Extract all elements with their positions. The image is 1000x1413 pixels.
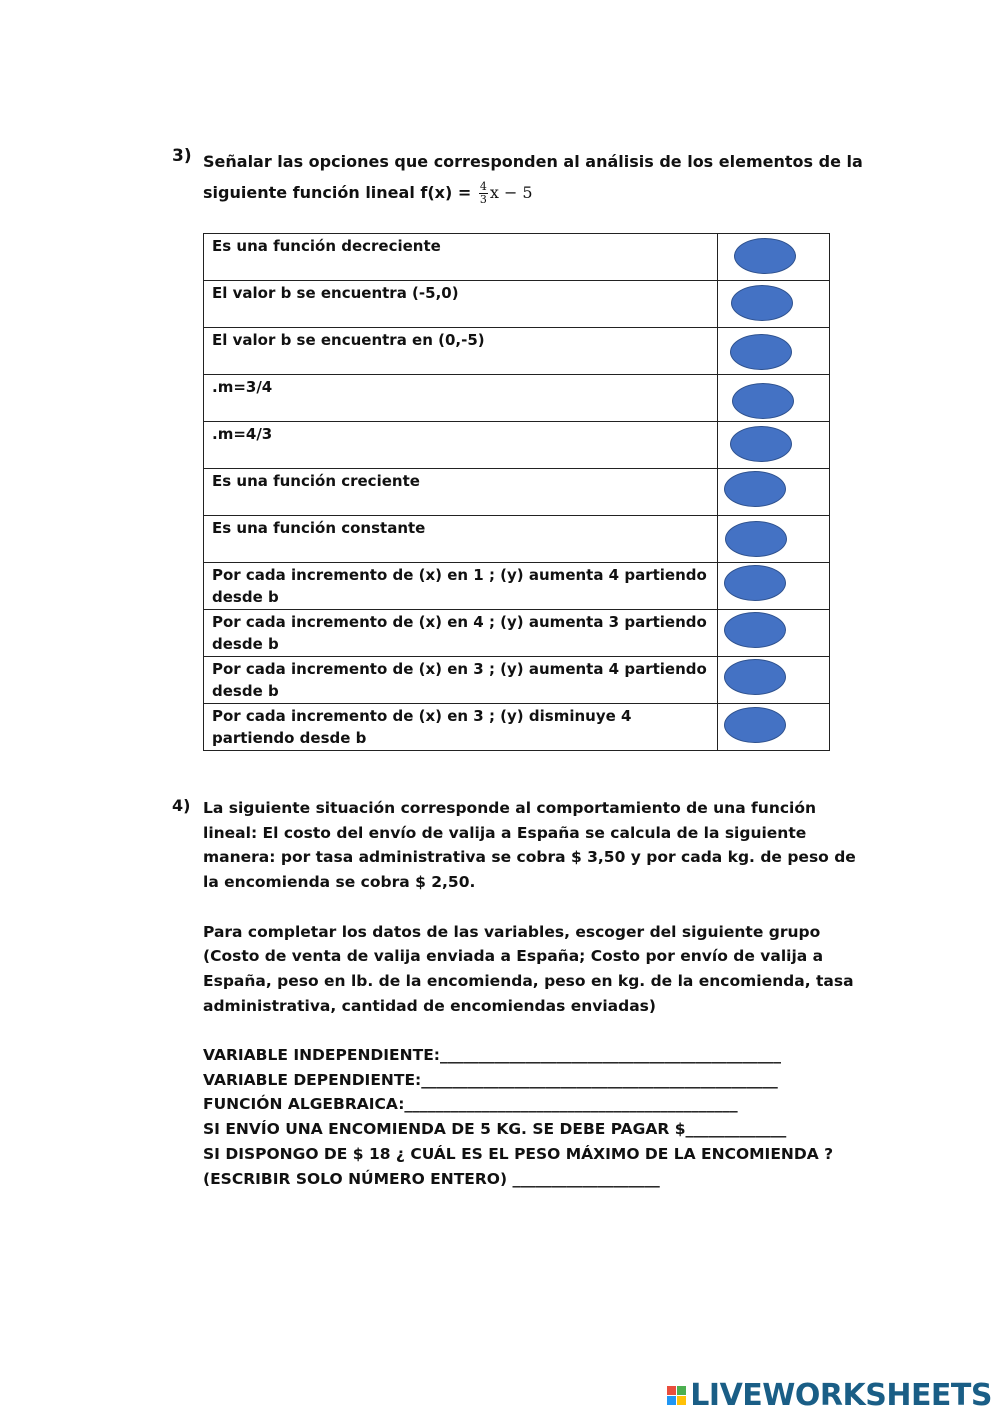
option-select-cell xyxy=(717,422,829,469)
option-select-cell xyxy=(717,657,829,704)
option-label: Es una función creciente xyxy=(204,469,718,516)
option-label: Es una función constante xyxy=(204,516,718,563)
option-select-oval[interactable] xyxy=(725,521,787,557)
option-select-cell xyxy=(717,234,829,281)
option-select-oval[interactable] xyxy=(730,426,792,462)
option-row xyxy=(204,657,830,704)
question-3-number: 3) xyxy=(172,146,192,166)
situation-line: manera: por tasa administrativa se cobra $ 3,50 y por cada kg. de peso de xyxy=(203,848,856,867)
answer-field-line[interactable]: FUNCIÓN ALGEBRAICA:___________________________________________ xyxy=(203,1095,738,1114)
option-select-oval[interactable] xyxy=(724,471,786,507)
function-fraction xyxy=(479,181,488,206)
prompt-line-1: Señalar las opciones que corresponden al análisis de los elementos de la xyxy=(203,152,863,171)
option-select-oval[interactable] xyxy=(734,238,796,274)
instructions-line: administrativa, cantidad de encomiendas enviadas) xyxy=(203,996,656,1015)
question-4-body xyxy=(203,796,873,1191)
option-select-cell xyxy=(717,610,829,657)
option-row xyxy=(204,375,830,422)
option-row xyxy=(204,610,830,657)
situation-line: la encomienda se cobra $ 2,50. xyxy=(203,873,476,892)
option-select-oval[interactable] xyxy=(724,707,786,743)
option-label: Por cada incremento de (x) en 3 ; (y) aumenta 4 partiendo desde b xyxy=(204,657,718,704)
liveworksheets-logo xyxy=(667,1378,992,1413)
option-row xyxy=(204,234,830,281)
formula-tail: x − 5 xyxy=(489,183,533,202)
option-select-cell xyxy=(717,281,829,328)
instructions-line: Para completar los datos de las variables, escoger del siguiente grupo xyxy=(203,922,821,941)
question-3-prompt xyxy=(203,146,863,208)
option-label: .m=3/4 xyxy=(204,375,718,422)
fraction-numerator: 4 xyxy=(479,180,487,193)
option-label: El valor b se encuentra (-5,0) xyxy=(204,281,718,328)
option-row xyxy=(204,563,830,610)
option-select-cell xyxy=(717,704,829,751)
option-row xyxy=(204,328,830,375)
prompt-function-label: siguiente función lineal f(x) = xyxy=(203,183,477,202)
option-select-oval[interactable] xyxy=(724,565,786,601)
situation-line: lineal: El costo del envío de valija a España se calcula de la siguiente xyxy=(203,823,807,842)
option-label: .m=4/3 xyxy=(204,422,718,469)
option-select-oval[interactable] xyxy=(724,659,786,695)
instructions-line: España, peso en lb. de la encomienda, peso en kg. de la encomienda, tasa xyxy=(203,971,854,990)
option-row xyxy=(204,422,830,469)
option-select-cell xyxy=(717,328,829,375)
option-select-oval[interactable] xyxy=(732,383,794,419)
option-label: Por cada incremento de (x) en 1 ; (y) aumenta 4 partiendo desde b xyxy=(204,563,718,610)
option-row xyxy=(204,281,830,328)
option-select-cell xyxy=(717,563,829,610)
answer-field-line[interactable]: SI DISPONGO DE $ 18 ¿ CUÁL ES EL PESO MÁXIMO DE LA ENCOMIENDA ? xyxy=(203,1144,834,1163)
option-row xyxy=(204,516,830,563)
option-label: Por cada incremento de (x) en 4 ; (y) aumenta 3 partiendo desde b xyxy=(204,610,718,657)
answer-field-line[interactable]: SI ENVÍO UNA ENCOMIENDA DE 5 KG. SE DEBE PAGAR $_____________ xyxy=(203,1120,787,1139)
option-row xyxy=(204,704,830,751)
prompt-line-2 xyxy=(203,177,863,208)
options-table xyxy=(203,233,830,751)
logo-grid-icon xyxy=(667,1386,686,1405)
answer-field-line[interactable]: (ESCRIBIR SOLO NÚMERO ENTERO) ___________________ xyxy=(203,1169,660,1188)
instructions-line: (Costo de venta de valija enviada a España; Costo por envío de valija a xyxy=(203,947,824,966)
option-select-cell xyxy=(717,375,829,422)
situation-line: La siguiente situación corresponde al comportamiento de una función xyxy=(203,799,817,817)
situation-paragraph xyxy=(203,796,873,895)
answer-field-line[interactable]: VARIABLE INDEPENDIENTE:____________________________________________ xyxy=(203,1046,781,1064)
option-select-oval[interactable] xyxy=(724,612,786,648)
answer-fields xyxy=(203,1043,873,1191)
option-select-oval[interactable] xyxy=(730,334,792,370)
option-row xyxy=(204,469,830,516)
fraction-denominator: 3 xyxy=(479,193,487,206)
option-label: Por cada incremento de (x) en 3 ; (y) disminuye 4 partiendo desde b xyxy=(204,704,718,751)
option-label: Es una función decreciente xyxy=(204,234,718,281)
option-select-cell xyxy=(717,516,829,563)
question-4-number: 4) xyxy=(172,796,191,815)
option-select-oval[interactable] xyxy=(731,285,793,321)
instructions-paragraph xyxy=(203,920,873,1019)
answer-field-line[interactable]: VARIABLE DEPENDIENTE:______________________________________________ xyxy=(203,1070,778,1089)
brand-name: LIVEWORKSHEETS xyxy=(690,1378,992,1413)
option-select-cell xyxy=(717,469,829,516)
option-label: El valor b se encuentra en (0,-5) xyxy=(204,328,718,375)
